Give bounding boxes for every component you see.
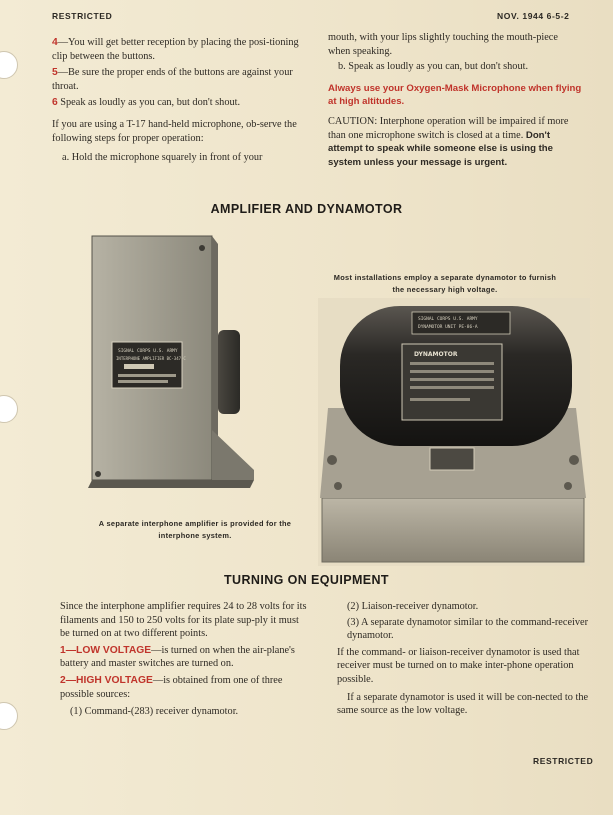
item-4-text: —You will get better reception by placing the posi-tioning clip between the buttons. bbox=[52, 37, 299, 62]
high-voltage-label: —HIGH VOLTAGE bbox=[65, 674, 153, 686]
low-voltage-text: —is turned on when the air-plane's battery and master switches are turned on. bbox=[60, 644, 295, 670]
oxygen-mask-note: Always use your Oxygen-Mask Microphone when flying at high altitudes. bbox=[328, 82, 582, 107]
amplifier-caption: A separate interphone amplifier is provided for the interphone system. bbox=[98, 519, 292, 540]
voltage-paragraph: Since the interphone amplifier requires 24 to 28 volts for its filaments and 150 to 250 volts for its plate sup-ply it must be turned on at two different points. bbox=[60, 601, 307, 640]
dyn-plate-line-2: DYNAMOTOR UNIT PE-86-A bbox=[418, 325, 478, 330]
if-separate-paragraph: If a separate dynamotor is used it will be con-nected to the same source as the low voltage. bbox=[337, 691, 589, 717]
dynamotor-caption: Most installations employ a separate dynamotor to furnish the necessary high voltage. bbox=[333, 273, 557, 294]
step-a: a. Hold the microphone squarely in front of your bbox=[62, 152, 263, 164]
caution-text: CAUTION: Interphone operation will be impaired if more than one microphone switch is closed at a time. bbox=[328, 116, 569, 141]
col2-bottom bbox=[337, 600, 589, 718]
item-5 bbox=[52, 66, 304, 93]
col1-top bbox=[52, 36, 304, 165]
item-2-number: 2 bbox=[60, 674, 66, 686]
item-6-number: 6 bbox=[52, 97, 58, 109]
item-5-text: —Be sure the proper ends of the buttons are against your throat. bbox=[52, 67, 293, 92]
col2-top bbox=[328, 31, 582, 170]
step-a-continued: mouth, with your lips slightly touching the mouth-piece when speaking. bbox=[328, 32, 558, 57]
footer-restricted: RESTRICTED bbox=[533, 756, 594, 766]
item-4 bbox=[52, 36, 304, 63]
item-1-number: 1 bbox=[60, 644, 66, 656]
caution-paragraph bbox=[328, 115, 582, 169]
high-voltage-item bbox=[60, 674, 310, 701]
source-2: (2) Liaison-receiver dynamotor. bbox=[347, 601, 479, 612]
source-3: (3) A separate dynamotor similar to the command-receiver dynamotor. bbox=[347, 616, 589, 642]
low-voltage-label: —LOW VOLTAGE bbox=[65, 644, 152, 656]
section-title-amplifier: AMPLIFIER AND DYNAMOTOR bbox=[210, 202, 403, 216]
amp-plate-line-1: SIGNAL CORPS U.S. ARMY bbox=[118, 349, 178, 354]
item-6 bbox=[52, 96, 304, 110]
dyn-plate-line-1: SIGNAL CORPS U.S. ARMY bbox=[418, 317, 478, 322]
source-1: (1) Command-(283) receiver dynamotor. bbox=[70, 706, 239, 718]
low-voltage-item bbox=[60, 644, 310, 671]
high-voltage-text: —is obtained from one of three possible sources: bbox=[60, 674, 283, 700]
t17-paragraph: If you are using a T-17 hand-held microphone, ob-serve the following steps for proper operation: bbox=[52, 118, 297, 144]
amplifier-photo bbox=[84, 230, 254, 510]
header-restricted: RESTRICTED bbox=[52, 11, 113, 21]
section-title-turning-on: TURNING ON EQUIPMENT bbox=[224, 573, 389, 587]
caution-bold: Don't attempt to speak while someone else is using the system unless your message is urgent. bbox=[328, 129, 553, 168]
dyn-plate-label: DYNAMOTOR bbox=[414, 351, 458, 358]
item-4-number: 4 bbox=[52, 37, 58, 48]
if-command-paragraph: If the command- or liaison-receiver dynamotor is used that receiver must be turned on to make inter-phone operation possible. bbox=[337, 646, 580, 685]
col1-bottom bbox=[60, 600, 310, 719]
item-6-text: Speak as loudly as you can, but don't shout. bbox=[57, 97, 241, 109]
item-5-number: 5 bbox=[52, 67, 58, 79]
amp-plate-line-2: INTERPHONE AMPLIFIER BC-347-C bbox=[116, 356, 186, 361]
step-b: b. Speak as loudly as you can, but don't shout. bbox=[338, 61, 529, 73]
header-date: NOV. 1944 6-5-2 bbox=[497, 11, 570, 21]
dynamotor-photo bbox=[318, 298, 590, 566]
